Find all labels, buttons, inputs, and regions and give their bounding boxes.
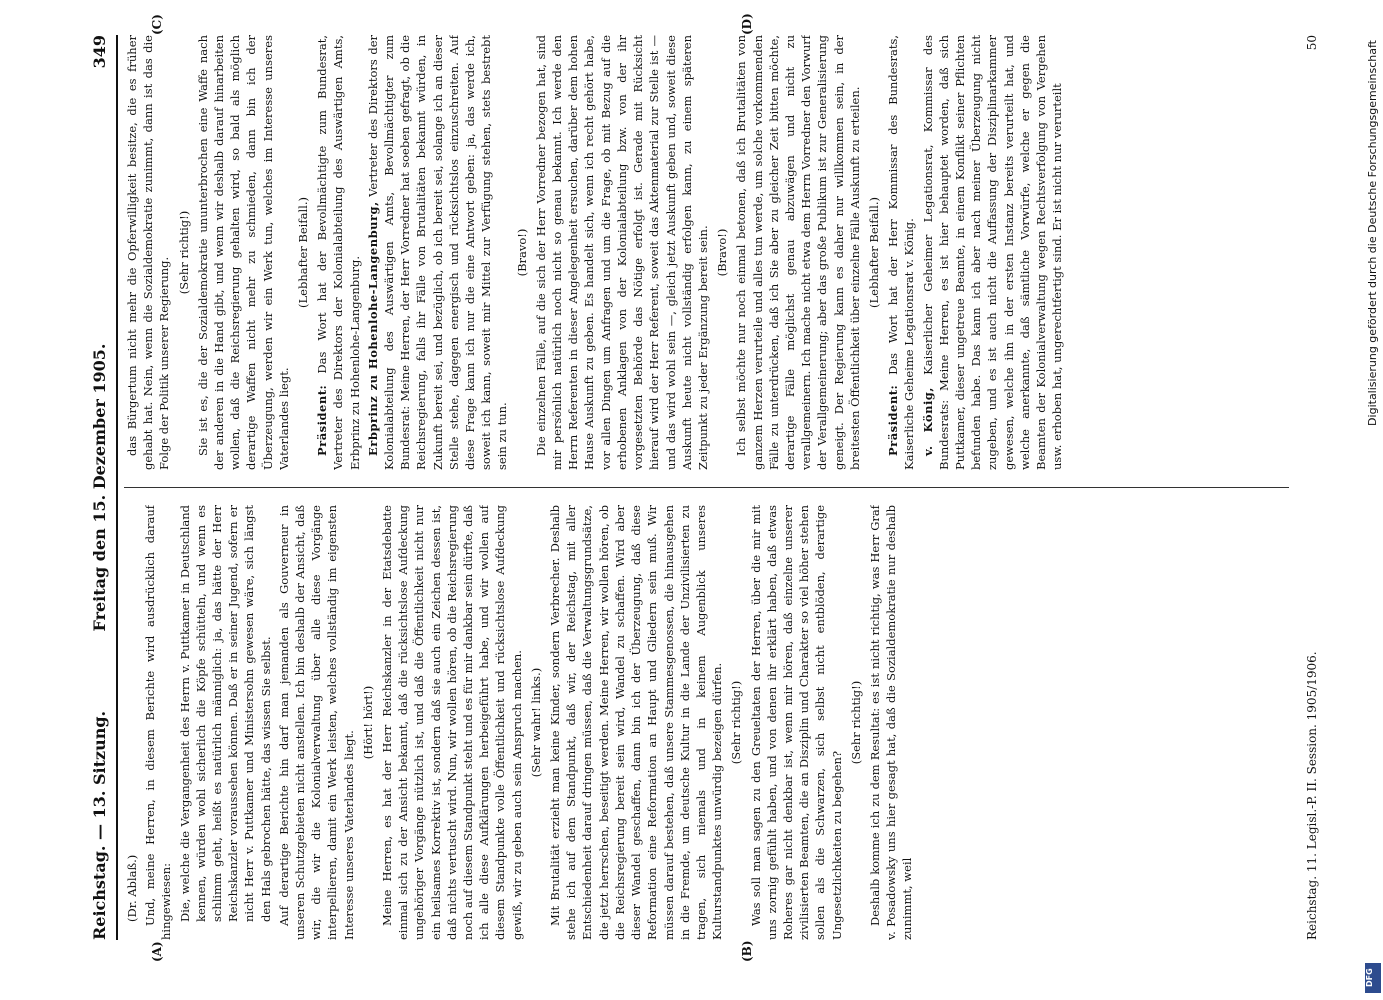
right-column-paragraph — [365, 35, 511, 470]
right-column-paragraph — [714, 35, 730, 470]
funding-note: Digitalisierung gefördert durch die Deutsche Forschungsgemeinschaft — [1366, 40, 1379, 426]
paragraph-text: Mit Brutalität erzieht man keine Kinder, sondern Verbrecher. Deshalb stehe ich auf dem Standpunkt, daß wir, der Reichstag, mit aller Entschiedenheit darauf dringen müssen, daß die Verwaltungsgrundsätze, die jetzt herrschen, beseitigt werden. Meine Herren, wir wollen hören, ob die Reichsregierung bereit sein wird, Wandel zu schaffen. Wird aber dieser Wandel geschaffen, dann bin ich der Überzeugung, daß diese Reformation eine Reformation an Haupt und Gliedern sein muß. Wir müssen darauf bestehen, daß unsere Stammesgenossen, die hinausgehen in die Fremde, um deutsche Kultur in die Lande der Unzivilisierten zu tragen, sich niemals und in keinem Augenblick unseres Kulturstandpunktes unwürdig bezeigen dürfen. — [548, 505, 725, 940]
paragraph-text: Meine Herren, es hat der Herr Reichskanzler in der Etatsdebatte einmal sich zu der Ansicht bekannt, daß die rücksichtslose Aufdeckung ungehöriger Vorgänge nützlich ist, und daß die Öffentlichkeit nicht nur ein heilsames Korrektiv ist, sondern daß sie auch ein Zeichen dessen ist, daß nichts vertuscht wird. Nun, wir wollen hören, ob die Reichsregierung noch auf diesem Standpunkt steht und es für mir dankbar sein dürfte, daß ich alle diese Aufklärungen herbeigeführt habe, und wir wollen auf diesem Standpunkte volle Öffentlichkeit und rücksichtslose Aufdeckung gewiß, wir zu geben auch sein Anspruch machen. — [380, 505, 524, 940]
footer-legislature: Reichstag. 11. Legisl.-P. II. Session. 1905/1906. — [1305, 651, 1319, 940]
paragraph-text: (Hört! hört!) — [360, 685, 375, 760]
column-divider — [124, 487, 1289, 488]
left-column-paragraph — [528, 505, 544, 940]
header-session: Reichstag. — 13. Sitzung. — [90, 710, 109, 940]
page-body — [0, 13, 1383, 962]
margin-mark-c: (C) — [150, 14, 164, 35]
left-column-paragraph — [142, 505, 174, 940]
dfg-logo: DFG — [1365, 963, 1381, 993]
right-column-paragraph — [514, 35, 530, 470]
left-column-paragraph — [547, 505, 725, 940]
paragraph-text: (Bravo!) — [514, 228, 529, 277]
paragraph-text: Die einzelnen Fälle, auf die sich der Herr Vorredner bezogen hat, sind mir persönlich natürlich noch nicht so genau bekannt. Ich werde den Herrn Referenten in dieser Angelegenheit ersuchen, darüber dem hohen Hause Auskunft zu geben. Es handelt sich, wenn ich recht gehört habe, vor allen Dingen um Anfragen und um die Frage, ob mit Bezug auf die erhobenen Anklagen von der Kolonialabteilung bzw. von der ihr vorgesetzten Behörde das Nötige erfolgt ist. Gerade mit Rücksicht hierauf wird der Herr Referent, soweit das Aktenmaterial zur Stelle ist — und das wird wohl sein —, gleich jetzt Auskunft geben und, soweit diese Auskunft heute nicht vollständig erfolgen kann, zu einem späteren Zeitpunkt zu jeder Ergänzung bereit sein. — [533, 35, 710, 470]
page-header — [80, 35, 114, 940]
paragraph-text: Das Wort hat der Herr Kommissar des Bundesrats, Kaiserliche Geheime Legationsrat v. König. — [886, 35, 917, 470]
paragraph-text: Auf derartige Berichte hin darf man jemanden als Gouverneur in unseren Schutzgebieten nicht anstellen. Ich bin deshalb der Ansicht, daß wir, die wir die Kolonialverwaltung über alle diese Vorgänge interpellieren, damit ein Werk leisten, welches vollständig im eigensten Interesse unseres Vaterlandes liegt. — [276, 505, 356, 940]
paragraph-text: (Lebhafter Beifall.) — [866, 197, 881, 308]
left-column-paragraph — [177, 505, 274, 940]
paragraph-text: Sie ist es, die der Sozialdemokratie ununterbrochen eine Waffe nach der anderen in die Hand gibt, und wenn wir deshalb darauf hinarbeiten wollen, daß die Reichsregierung gehalten wird, so bald als möglich derartige Waffen nicht mehr zu schmieden, dann bin ich der Überzeugung, werden wir ein Werk tun, welches im Interesse unseres Vaterlandes liegt. — [195, 35, 291, 470]
footer-sheet-number: 50 — [1305, 35, 1319, 51]
right-column-paragraph — [195, 35, 292, 470]
paragraph-text: (Bravo!) — [715, 228, 730, 277]
paragraph-text: Ich selbst möchte nur noch einmal betonen, daß ich Brutalitäten von ganzem Herzen verurteile und alles tun werde, um solche vorkommenden Fälle zu unterdrücken, daß ich Sie aber zu gleicher Zeit bitten möchte, derartige Fälle möglichst genau abzuwägen und nicht zu verallgemeinern. Ich mache nicht etwa dem Herrn Vorredner den Vorwurf der Verallgemeinerung; aber das große Publikum ist zur Generalisierung geneigt. Der Regierung kann es daher nur willkommen sein, in der breitesten Öffentlichkeit über einzelne Fälle Auskunft zu erteilen. — [734, 35, 862, 470]
paragraph-text: Das Wort hat der Bevollmächtigte zum Bundesrat, Vertreter des Direktors der Kolonialabteilung des Auswärtigen Amts, Erbprinz zu Hohenlohe-Langenburg. — [315, 35, 362, 470]
paragraph-text: (Lebhafter Beifall.) — [296, 197, 311, 308]
paragraph-text: Kaiserlicher Geheimer Legationsrat, Kommissar des Bundesrats: Meine Herren, es ist hier behauptet worden, daß sich Puttkamer, dieser ungetreue Beamte, in einem Konflikt seiner Pflichten befunden habe. Das kann ich aber nach meiner Überzeugung nicht zugeben, und es ist auch nicht die Auffassung der Disziplinarkammer gewesen, welche ihn in der ersten Instanz bereits verurteilt hat, und welche anerkannte, daß sämtliche Vorwürfe, welche er gegen die Beamten der Kolonialverwaltung wegen Rechtsverfolgung von Vergehen usw. erhoben hat, ungerechtfertigt sind. Er ist nicht nur verurteilt — [920, 35, 1065, 470]
paragraph-text: (Sehr wahr! links.) — [528, 667, 543, 778]
paragraph-text: (Sehr richtig!) — [176, 210, 191, 295]
page-number: 349 — [90, 35, 109, 69]
left-column-paragraph — [748, 505, 845, 940]
right-column-paragraph — [866, 35, 882, 470]
right-column-paragraph — [733, 35, 863, 470]
header-rule — [116, 35, 118, 940]
paragraph-text: (Sehr richtig!) — [848, 680, 863, 765]
right-column — [124, 35, 1294, 470]
left-column-paragraph — [124, 505, 140, 940]
paragraph-text: (Sehr richtig!) — [729, 680, 744, 765]
right-column-paragraph — [885, 35, 917, 470]
left-column-paragraph — [379, 505, 525, 940]
left-column-paragraph — [360, 505, 376, 940]
right-column-paragraph — [533, 35, 711, 470]
margin-mark-d: (D) — [740, 13, 754, 35]
margin-mark-b: (B) — [740, 940, 754, 962]
left-column-paragraph — [867, 505, 916, 940]
right-column-paragraph — [124, 35, 173, 470]
left-column-paragraph — [728, 505, 744, 940]
paragraph-text: das Bürgertum nicht mehr die Opferwilligkeit besitze, die es früher gehabt hat. Nein, wenn die Sozialdemokratie zunimmt, dann ist das die Folge der Politik unserer Regierung. — [125, 35, 172, 470]
paragraph-text: Und, meine Herren, in diesem Berichte wird ausdrücklich darauf hingewiesen: — [143, 505, 174, 940]
header-date: Freitag den 15. Dezember 1905. — [90, 343, 109, 632]
left-column-paragraph — [276, 505, 357, 940]
speaker-name: Präsident: — [886, 384, 901, 456]
right-column-paragraph — [176, 35, 192, 470]
right-column-paragraph — [314, 35, 363, 470]
speaker-name: Präsident: — [315, 384, 330, 456]
paragraph-text: Die, welche die Vergangenheit des Herrn v. Puttkamer in Deutschland kennen, würden wohl sicherlich die Köpfe schütteln, und wenn es schlimm geht, heißt es natürlich männiglich: ja, das hätte der Herr Reichskanzler voraussehen können. Daß er in seiner Jugend, sofern er nicht Herr v. Puttkamer und Ministersohn gewesen wäre, sich längst den Hals gebrochen hätte, das wissen Sie selbst. — [177, 505, 273, 922]
left-column — [124, 505, 1294, 940]
right-column-paragraph — [295, 35, 311, 470]
paragraph-text: (Dr. Ablaß.) — [125, 854, 139, 922]
left-column-paragraph — [848, 505, 864, 940]
paragraph-text: Deshalb komme ich zu dem Resultat: es ist nicht richtig, was Herr Graf v. Posadowsky uns hier gesagt hat, daß die Sozialdemokratie nur deshalb zunimmt, weil — [867, 505, 915, 940]
paragraph-text: Was soll man sagen zu den Greueltaten der Herren, über die mir mit uns zornig gefühlt haben, und von denen ihr erklärt haben, daß etwas Roheres gar nicht denkbar ist, wenn mir hören, daß einzelne unserer zivilisierten Beamten, die an Disziplin und Charakter so viel höher stehen sollen als die Schwarzen, sich selbst nicht entblöden, derartige Ungesetzlichkeiten zu begehen? — [748, 505, 844, 940]
right-column-paragraph — [920, 35, 1066, 470]
paragraph-text: Vertreter des Direktors der Kolonialabteilung des Auswärtigen Amts, Bevollmächtigter zum Bundesrat: Meine Herren, der Herr Vorredner hat soeben gefragt, ob die Reichsregierung, falls ihr Fälle von Brutalitäten bekannt würden, in Zukunft bereit sei, und bezüglich, ob ich bereit sei, solange ich an dieser Stelle stehe, dagegen energisch und rücksichtslos einzuschreiten. Auf diese Frage kann ich nur die eine Antwort geben: ja, das werde ich, soweit ich kann, soweit mir Mittel zur Verfügung stehen, stets bestrebt sein zu tun. — [365, 35, 510, 470]
sidebar-strip — [1363, 0, 1383, 1000]
margin-mark-a: (A) — [150, 941, 164, 962]
speaker-name: v. König, — [920, 387, 935, 456]
speaker-name: Erbprinz zu Hohenlohe-Langenburg, — [365, 201, 380, 456]
